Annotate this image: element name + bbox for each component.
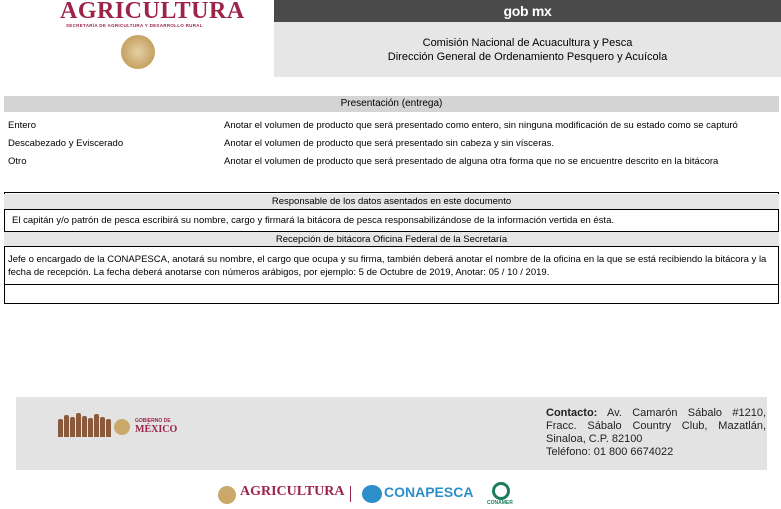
gobierno-de-label: GOBIERNO DE — [135, 418, 171, 424]
presentation-row-label: Entero — [8, 120, 36, 131]
conamer-logo: CONAMER — [487, 500, 513, 506]
mexico-label: MÉXICO — [135, 424, 178, 435]
gob-mx-bar — [274, 0, 781, 22]
logo-separator — [350, 486, 351, 502]
footer-panel — [16, 397, 767, 470]
responsible-text: El capitán y/o patrón de pesca escribirá su nombre, cargo y firmará la bitácora de pesca responsabilizándose de la información vertida en ésta. — [12, 215, 614, 226]
agency-name-line2: Dirección General de Ordenamiento Pesquero y Acuícola — [387, 51, 668, 63]
national-seal-icon — [121, 35, 155, 69]
presentation-row-label: Descabezado y Eviscerado — [8, 138, 124, 149]
presentation-row-desc: Anotar el volumen de producto que será presentado de alguna otra forma que no se encuentre descrito en la bitácora — [224, 156, 719, 167]
contact-label: Contacto: — [546, 407, 598, 419]
presentation-row-desc: Anotar el volumen de producto que será presentado sin cabeza y sin vísceras. — [224, 138, 555, 149]
agency-name-line1: Comisión Nacional de Acuacultura y Pesca — [422, 37, 633, 49]
gobierno-emblem-icon — [114, 419, 130, 435]
agricultura-logo-text: AGRICULTURA — [60, 0, 245, 24]
gob-mx-logo: gob mx — [503, 3, 552, 19]
presentation-row-label: Otro — [8, 156, 27, 167]
reception-text: Jefe o encargado de la CONAPESCA, anotará su nombre, el cargo que ocupa y su firma, también deberá anotar el nombre de la oficina en la que se está recibiendo la bitácora y la fecha de recepción. La fecha deberá anotarse con números arábigos, por ejemplo: 5 de Octubre de 2019, Anotar: 05 / 10 / 2019. — [8, 254, 767, 278]
presentation-heading: Presentación (entrega) — [4, 96, 779, 112]
agricultura-logo: AGRICULTURA — [240, 484, 345, 499]
reception-heading: Recepción de bitácora Oficina Federal de la Secretaría — [4, 231, 779, 247]
presentation-row-desc: Anotar el volumen de producto que será presentado como entero, sin ninguna modificación de su estado como se capturó — [224, 120, 738, 131]
conapesca-logo-icon — [362, 485, 382, 503]
contact-block — [546, 407, 766, 459]
conamer-logo-icon — [492, 482, 510, 500]
contact-address: Av. Camarón Sábalo #1210, Fracc. Sábalo Country Club, Mazatlán, Sinaloa, C.P. 82100 — [546, 407, 767, 445]
responsible-heading: Responsable de los datos asentados en este documento — [4, 194, 779, 210]
agricultura-seal-icon — [218, 486, 236, 504]
conapesca-logo: CONAPESCA — [384, 484, 474, 500]
contact-phone: Teléfono: 01 800 6674022 — [546, 446, 674, 458]
divider — [4, 284, 779, 285]
agency-header-panel — [274, 22, 781, 77]
agricultura-subtitle: SECRETARÍA DE AGRICULTURA Y DESARROLLO RURAL — [66, 23, 203, 28]
